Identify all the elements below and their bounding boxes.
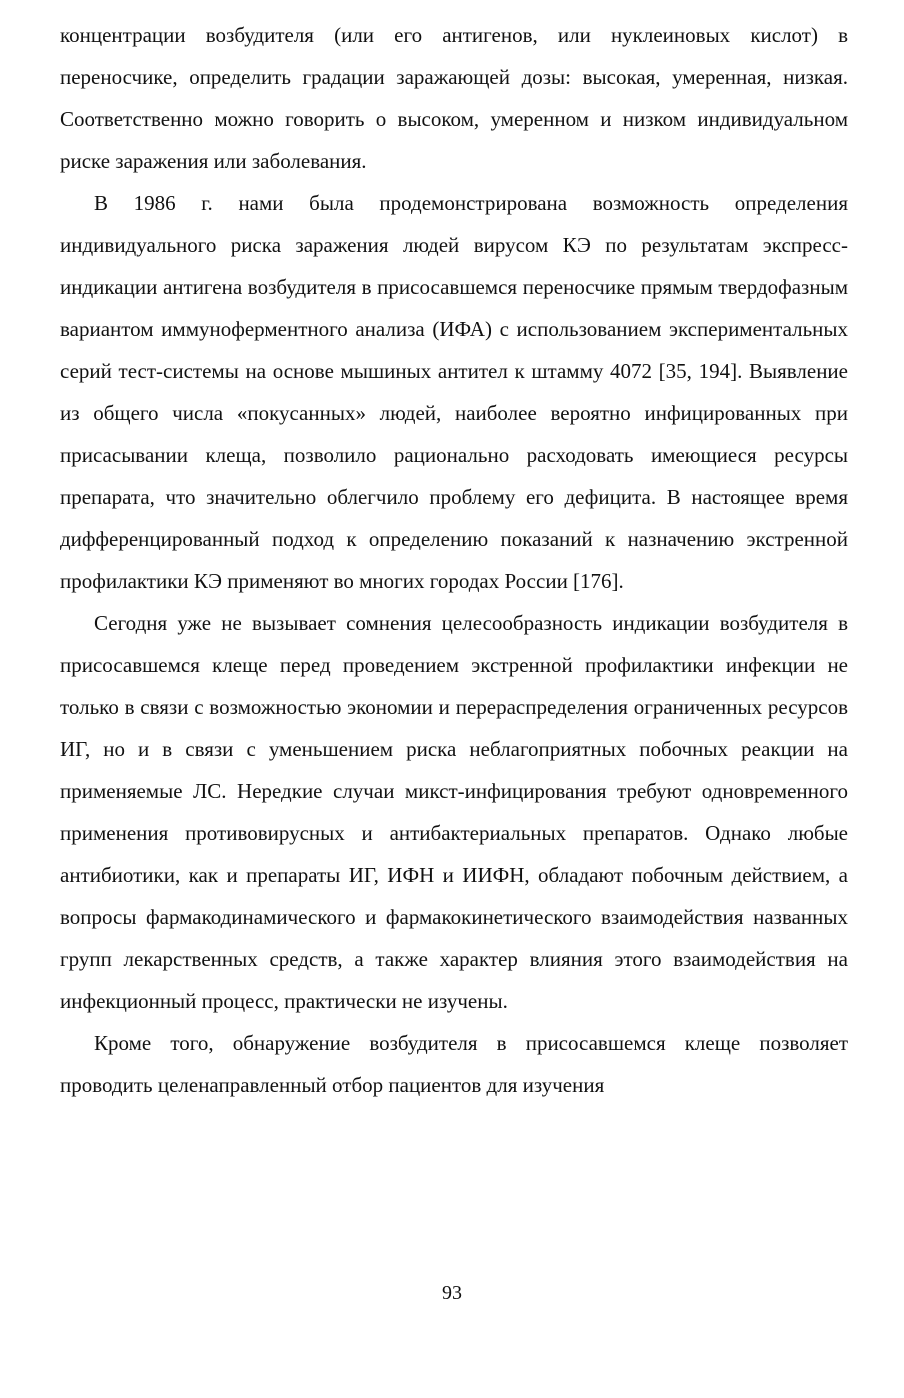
paragraph-1986-study: В 1986 г. нами была продемонстрирована возможность определения индивидуального риска заражения людей вирусом КЭ по результатам экспресс-индикации антигена возбудителя в присосавшемся переносчике прямым твердофазным вариантом иммуноферментного анализа (ИФА) с использованием экспериментальных серий тест-системы на основе мышиных антител к штамму 4072 [35, 194]. Выявление из общего числа «покусанных» людей, наиболее вероятно инфицированных при присасывании клеща, позволило рационально расходовать имеющиеся ресурсы препарата, что значительно облегчило проблему его дефицита. В настоящее время дифференцированный подход к определению показаний к назначению экстренной профилактики КЭ применяют во многих городах России [176].: [60, 191, 848, 593]
page-number: 93: [442, 1282, 462, 1304]
paragraph-continuation: концентрации возбудителя (или его антигенов, или нуклеиновых кислот) в переносчике, определить градации заражающей дозы: высокая, умеренная, низкая. Соответственно можно говорить о высоком, умеренном и низком индивидуальном риске заражения или заболевания.: [60, 23, 848, 173]
body-text: [60, 14, 848, 1106]
paragraph-indication-rationale: Сегодня уже не вызывает сомнения целесообразность индикации возбудителя в присосавшемся клеще перед проведением экстренной профилактики инфекции не только в связи с возможностью экономии и перераспределения ограниченных ресурсов ИГ, но и в связи с уменьшением риска неблагоприятных побочных реакции на применяемые ЛС. Нередкие случаи микст-инфицирования требуют одновременного применения противовирусных и антибактериальных препаратов. Однако любые антибиотики, как и препараты ИГ, ИФН и ИИФН, обладают побочным действием, а вопросы фармакодинамического и фармакокинетического взаимодействия названных групп лекарственных средств, а также характер влияния этого взаимодействия на инфекционный процесс, практически не изучены.: [60, 611, 848, 1013]
paragraph-patient-selection: Кроме того, обнаружение возбудителя в присосавшемся клеще позволяет проводить целенаправленный отбор пациентов для изучения: [60, 1031, 848, 1097]
